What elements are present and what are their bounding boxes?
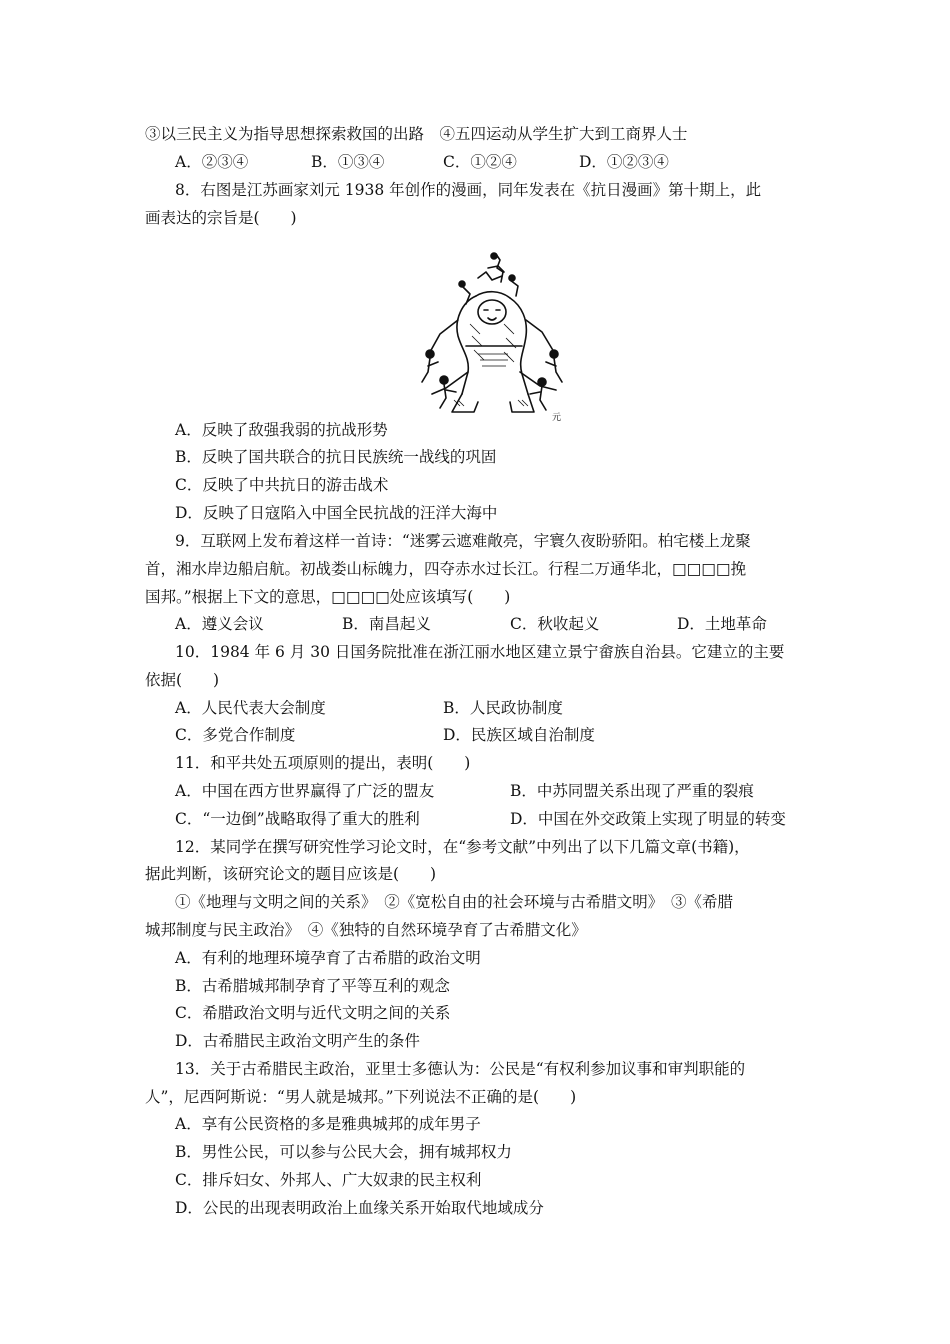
q7-option-a: A．②③④	[175, 153, 249, 171]
q12-stem-line-1: 12．某同学在撰写研究性学习论文时，在“参考文献”中列出了以下几篇文章(书籍)，	[175, 838, 750, 856]
q11-option-b: B．中苏同盟关系出现了严重的裂痕	[510, 782, 754, 800]
q7-option-b: B．①③④	[311, 153, 385, 171]
q12-option-c: C．希腊政治文明与近代文明之间的关系	[175, 1004, 451, 1022]
q11-stem: 11．和平共处五项原则的提出，表明( )	[175, 754, 471, 772]
q7-option-d: D．①②③④	[579, 153, 669, 171]
q13-option-b: B．男性公民，可以参与公民大会，拥有城邦权力	[175, 1143, 512, 1161]
q12-option-d: D．古希腊民主政治文明产生的条件	[175, 1032, 420, 1050]
q9-option-c: C．秋收起义	[510, 615, 600, 633]
q8-option-a: A．反映了敌强我弱的抗战形势	[175, 421, 388, 439]
q10-option-b: B．人民政协制度	[443, 699, 563, 717]
q9-stem-line-2: 首，湘水岸边船启航。初战娄山标魄力，四夺赤水过长江。行程二万通华北，□□□□挽	[145, 560, 747, 578]
q13-option-d: D．公民的出现表明政治上血缘关系开始取代地域成分	[175, 1199, 544, 1217]
q13-stem-line-1: 13．关于古希腊民主政治，亚里士多德认为：公民是“有权利参加议事和审判职能的	[175, 1060, 746, 1078]
q10-stem-line-1: 10．1984 年 6 月 30 日国务院批准在浙江丽水地区建立景宁畲族自治县。它建立的主要	[175, 643, 785, 661]
q12-option-b: B．古希腊城邦制孕育了平等互利的观念	[175, 977, 450, 995]
q11-option-a: A．中国在西方世界赢得了广泛的盟友	[175, 782, 435, 800]
q8-stem-line-2: 画表达的宗旨是( )	[145, 209, 297, 227]
q9-option-d: D．土地革命	[677, 615, 767, 633]
cartoon-signature: 元	[552, 413, 562, 423]
q11-option-d: D．中国在外交政策上实现了明显的转变	[510, 810, 786, 828]
q13-option-a: A．享有公民资格的多是雅典城邦的成年男子	[175, 1115, 481, 1133]
q10-stem-line-2: 依据( )	[145, 671, 220, 689]
q12-references-line-1: ①《地理与文明之间的关系》 ②《宽松自由的社会环境与古希腊文明》 ③《希腊	[175, 893, 734, 911]
q10-option-a: A．人民代表大会制度	[175, 699, 326, 717]
q9-stem-line-3: 国邦。”根据上下文的意思，□□□□处应该填写( )	[145, 588, 511, 606]
q8-stem-line-1: 8．右图是江苏画家刘元 1938 年创作的漫画，同年发表在《抗日漫画》第十期上，此	[175, 181, 762, 199]
q9-option-a: A．遵义会议	[175, 615, 264, 633]
q8-option-b: B．反映了国共联合的抗日民族统一战线的巩固	[175, 448, 497, 466]
q12-references-line-2: 城邦制度与民主政治》 ④《独特的自然环境孕育了古希腊文化》	[145, 921, 587, 939]
q8-option-c: C．反映了中共抗日的游击战术	[175, 476, 389, 494]
q13-stem-line-2: 人”，尼西阿斯说：“男人就是城邦。”下列说法不正确的是( )	[145, 1088, 577, 1106]
q13-option-c: C．排斥妇女、外邦人、广大奴隶的民主权利	[175, 1171, 482, 1189]
q9-option-b: B．南昌起义	[342, 615, 431, 633]
q10-option-d: D．民族区域自治制度	[443, 726, 595, 744]
q9-stem-line-1: 9．互联网上发布着这样一首诗：“迷雾云遮难敞亮，宇寰久夜盼骄阳。柏宅楼上龙聚	[175, 532, 751, 550]
q7-statements-tail: ③以三民主义为指导思想探索救国的出路 ④五四运动从学生扩大到工商界人士	[145, 125, 688, 143]
q10-option-c: C．多党合作制度	[175, 726, 296, 744]
q12-stem-line-2: 据此判断，该研究论文的题目应该是( )	[145, 865, 437, 883]
q12-option-a: A．有利的地理环境孕育了古希腊的政治文明	[175, 949, 481, 967]
q11-option-c: C．“一边倒”战略取得了重大的胜利	[175, 810, 420, 828]
q7-option-c: C．①②④	[443, 153, 517, 171]
q8-option-d: D．反映了日寇陷入中国全民抗战的汪洋大海中	[175, 504, 498, 522]
anti-japanese-cartoon-illustration	[418, 250, 566, 424]
